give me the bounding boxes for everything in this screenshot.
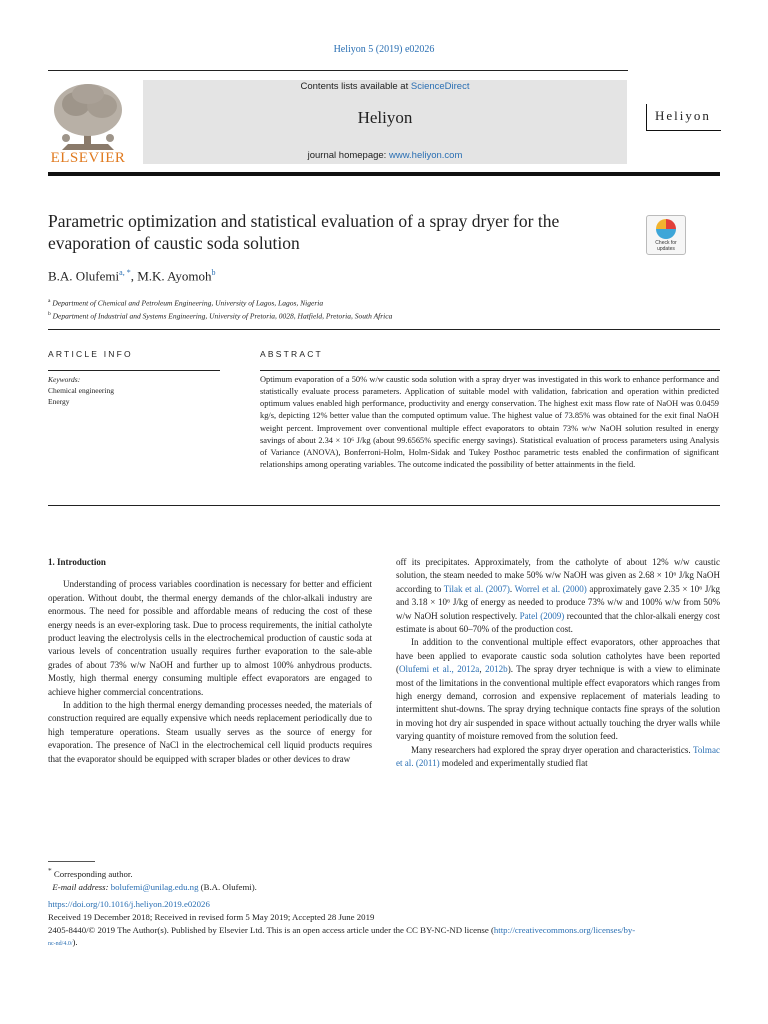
homepage-line: journal homepage: www.heliyon.com — [307, 150, 463, 161]
abstract-bottom-rule — [48, 505, 720, 506]
corresponding-author-note: * Corresponding author. — [48, 866, 133, 879]
footnotes — [48, 864, 257, 894]
abstract-heading: ABSTRACT — [260, 349, 323, 359]
info-top-rule — [48, 329, 720, 330]
affiliations — [48, 296, 392, 321]
crossmark-icon — [647, 216, 685, 242]
author-ayomoh[interactable]: M.K. Ayomoh — [137, 268, 212, 284]
body-right-column — [396, 556, 720, 771]
citation-link[interactable]: Worrel et al. (2000) — [514, 583, 587, 594]
keywords-block — [48, 374, 114, 407]
crossmark-label: Check for updates — [655, 240, 677, 252]
email-note: E-mail address: bolufemi@unilag.edu.ng (B.A. Olufemi). — [52, 881, 257, 892]
paragraph: Many researchers had explored the spray dryer operation and characteristics. Tolmac et al. (2011) modeled and experimentally studied flat — [396, 744, 720, 769]
sciencedirect-link[interactable]: ScienceDirect — [410, 81, 470, 92]
author1-affiliation-mark[interactable]: a, * — [119, 268, 131, 277]
affiliation-a: $^a$ Department of Chemical and Petroleum Engineering, University of Lagos, Lagos, Nigeria — [48, 298, 324, 308]
keyword-item: Chemical engineering — [48, 386, 115, 395]
author-olufemi[interactable]: B.A. Olufemi — [48, 268, 120, 284]
abstract-heading-rule — [260, 370, 720, 371]
article-info-heading: ARTICLE INFO — [48, 349, 133, 359]
license-statement: 2405-8440/© 2019 The Author(s). Published by Elsevier Ltd. This is an open access article under the CC BY-NC-ND license (http://creativecommons.org/licenses/by- nc-nd/4.0/). — [48, 924, 636, 948]
citation-link[interactable]: 2012b — [485, 664, 508, 675]
footnote-rule — [48, 861, 95, 862]
license-link[interactable]: http://creativecommons.org/licenses/by- — [493, 924, 636, 935]
contents-line: Contents lists available at ScienceDirect — [300, 81, 470, 92]
affiliation-b: $^b$ Department of Industrial and Systems Engineering, University of Pretoria, 0028, Hatfield, Pretoria, South Africa — [48, 310, 393, 320]
author2-affiliation-mark[interactable]: b — [211, 268, 216, 277]
paragraph: Understanding of process variables coordination is necessary for better and efficient operation. Without doubt, the thermal energy demands of the chlor-alkali industry are enormous. The need for possible and affordable means of reducing the cost of these energy needs is an ever-exploring task. Due to process requirements, the initial catholyte product leaving the electrolysis cells in the electrochemical production of caustic soda at various levels of concentration usually requires further evaporation to the sale-able grades of about 73% w/w NaOH and further up to almost 100% anhydrous products. Mostly, high thermal energy consuming multiple effect evaporators are engaged to achieve higher commercial concentrations. — [48, 579, 372, 697]
email-link[interactable]: bolufemi@unilag.edu.ng — [110, 881, 199, 892]
journal-name: Heliyon — [357, 108, 413, 127]
citation-link[interactable]: Olufemi et al., 2012a — [399, 664, 480, 675]
info-heading-rule — [48, 370, 220, 371]
paragraph: off its precipitates. Approximately, from the catholyte of about 12% w/w caustic solution, the steam needed to make 50% w/w NaOH was given as 2.68 × 10⁶ J/kg NaOH according to Tilak et al. (2007). Worrel et al. (2000) approximately gave 2.35 × 10⁶ J/kg and 3.18 × 10⁶ J/kg of energy as needed to produce 73% w/w and 100% w/w from 50% w/w NaOH solution respectively. Patel (2009) recounted that the chlor-alkali energy cost estimate is about 60–70% of the production cost. — [396, 557, 720, 635]
license-link-cont[interactable]: nc-nd/4.0/ — [48, 941, 73, 948]
header-divider — [48, 70, 628, 71]
citation-link[interactable]: Patel (2009) — [519, 610, 565, 621]
homepage-link[interactable]: www.heliyon.com — [388, 150, 463, 161]
citation-link[interactable]: Tolmac et al. (2011) — [396, 744, 720, 769]
doi-link[interactable]: https://doi.org/10.1016/j.heliyon.2019.e02026 — [48, 899, 210, 909]
keyword-item: Energy — [48, 397, 70, 406]
heliyon-logo: Heliyon — [646, 104, 721, 131]
citation-link[interactable]: Tilak et al. (2007) — [443, 583, 510, 594]
paragraph: In addition to the conventional multiple effect evaporators, other approaches that have been applied to evaporate caustic soda solution catholytes have been reported (Olufemi et al., 2012a, 2012b). The spray dryer technique is with a view to eliminate most of the limitations in the conventional multiple effect evaporators which ranges from high energy demand, corrosion and expensive replacement of materials leading to intermittent shut-downs. The spray drying technique contacts fine sprays of the solution in moving hot dry air suspended in space without actually touching the dryer walls while varying quantity of moisture removed from the solution feed. — [396, 637, 721, 742]
article-title: Parametric optimization and statistical evaluation of a spray dryer for the evaporation of caustic soda solution — [48, 211, 560, 253]
body-left-column — [48, 556, 372, 766]
article-metadata-footer — [48, 898, 720, 951]
masthead-thick-rule — [48, 172, 720, 176]
received-dates: Received 19 December 2018; Received in revised form 5 May 2019; Accepted 28 June 2019 — [48, 911, 375, 922]
paragraph: In addition to the high thermal energy demanding processes needed, the materials of construction required are equally expensive which needs replacement periodically due to high temperature operations. Steam usually serves as the source of energy for evaporation. The presence of NaCl in the electrochemical cell liquid products requires that the evaporator should be equipped with scraper blades or other devices to draw — [48, 700, 372, 764]
crossmark-badge[interactable] — [646, 215, 686, 255]
journal-masthead — [143, 80, 627, 164]
elsevier-wordmark: ELSEVIER — [50, 150, 126, 166]
citation-header[interactable]: Heliyon 5 (2019) e02026 — [333, 44, 435, 55]
keywords-label: Keywords: — [48, 375, 81, 384]
author-list: B.A. Olufemi$^{a, *}$, M.K. Ayomoh$^b$ — [48, 268, 216, 284]
abstract-text: Optimum evaporation of a 50% w/w caustic soda solution with a spray dryer was investigated in this work to enhance performance and statistically evaluate process parameters. Application of suitable model with validation, fabrication and operation within predicted optimum values enabled high performance, productivity and energy conservation. The highest exit mass flow rate of NaOH was 0.0459 kg/s, depicting 12% better value than the computed optimum value. The highest value of 73.85% was obtained for the exit final NaOH weight percent. Improvement over conventional multiple effect evaporators to obtain 73% w/w NaOH solution resulted in energy savings of about 2.34 × 10⁶ J/kg (about 99.6565% specific energy savings). Statistical evaluation of process parameters using Analysis of Variance (ANOVA), Bonferroni-Holm, Holm-Sidak and Tukey Posthoc parametric tests enabled the confirmation of significant relationships among operating variables. The outcome indicated the possibility of better attainments in the field. — [260, 375, 719, 470]
section-heading-introduction: 1. Introduction — [48, 557, 106, 567]
